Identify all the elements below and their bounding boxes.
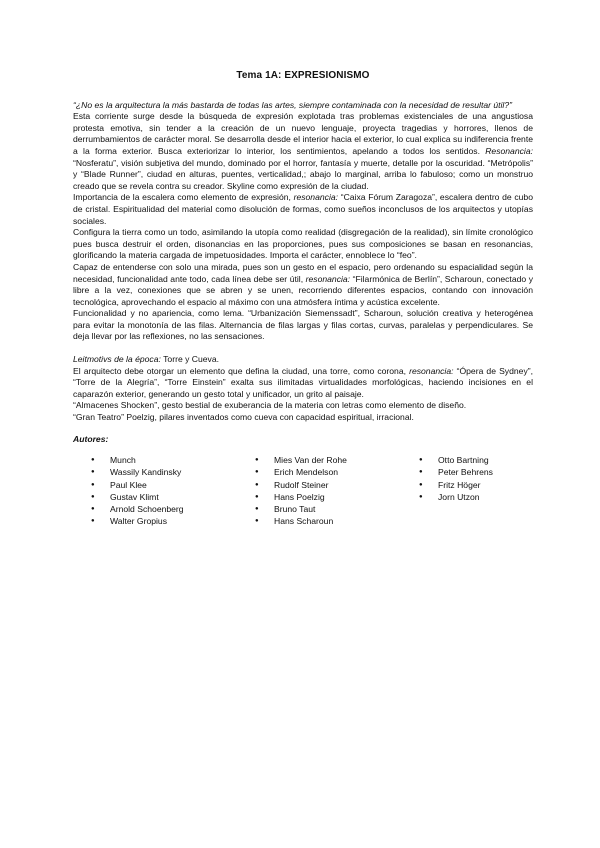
document-page xyxy=(73,70,533,528)
authors-list xyxy=(73,455,533,528)
author-item: ● Fritz Höger xyxy=(419,480,533,492)
author-item: ● Otto Bartning xyxy=(419,455,533,467)
author-item: ● Gustav Klimt xyxy=(91,492,255,504)
paragraph-3: Configura la tierra como un todo, asimilando la utopía como realidad (disgregación de la realidad), sin límite cronológico pues busca destruir el orden, disonancias en las proporciones, pues sus composiciones se basan en resonancias, glorificando la materia cargada de impetuosidades. Importa el carácter, ennoblece lo “feo”. xyxy=(73,227,533,261)
author-item: ● Bruno Taut xyxy=(255,504,419,516)
author-item: ● Rudolf Steiner xyxy=(255,480,419,492)
author-item: ● Wassily Kandinsky xyxy=(91,467,255,479)
leitmotiv-paragraph-3: “Gran Teatro” Poelzig, pilares inventados como cueva con capacidad espiritual, irracional. xyxy=(73,412,414,423)
author-item: ● Walter Gropius xyxy=(91,516,255,528)
authors-column-1 xyxy=(91,455,255,528)
author-item: ● Munch xyxy=(91,455,255,467)
paragraph-1: Esta corriente surge desde la búsqueda de expresión explotada tras problemas existenciales de una angustiosa protesta emotiva, sin tender a la creación de un nuevo lenguaje, proyecta tragedias y horrores, llenos de derrumbamientos de carácter moral. Se desarrolla desde el interior hacia el exterior, lo cual explica su indiferencia frente a la forma exterior. Busca exteriorizar lo interior, los sentimientos, apelando a todos los sentidos. Resonancia: “Nosferatu”, visión subjetiva del mundo, dominado por el horror, fantasía y muerte, detalle por la oscuridad. “Metrópolis” y “Blade Runner”, ciudad en alturas, puentes, verticalidad,; abajo lo marginal, arriba lo fabuloso; como un monstruo creado que se revela contra su creador. Skyline como expresión de la ciudad. xyxy=(73,111,533,191)
author-item: ● Peter Behrens xyxy=(419,467,533,479)
leitmotiv-paragraph-1: El arquitecto debe otorgar un elemento que defina la ciudad, una torre, como corona, resonancia: “Ópera de Sydney”, “Torre de la Alegría”, “Torre Einstein” exalta sus ilimitadas virtualidades morfológicas, haciendo incisiones en el caparazón exterior, generando un gesto total y unificador, un grito al paisaje. xyxy=(73,365,533,399)
paragraph-2: Importancia de la escalera como elemento de expresión, resonancia: “Caixa Fórum Zaragoza”, escalera dentro de cubo de cristal. Espiritualidad del material como disolución de formas, como sueños inconclusos de los arquitectos y utopías sociales. xyxy=(73,192,533,226)
author-item: ● Mies Van der Rohe xyxy=(255,455,419,467)
authors-heading: Autores: xyxy=(73,433,109,444)
author-item: ● Erich Mendelson xyxy=(255,467,419,479)
document-title: Tema 1A: EXPRESIONISMO xyxy=(236,70,370,81)
author-item: ● Jorn Utzon xyxy=(419,492,533,504)
authors-column-2 xyxy=(255,455,419,528)
author-item: ● Paul Klee xyxy=(91,480,255,492)
author-item: ● Hans Scharoun xyxy=(255,516,419,528)
leitmotiv-paragraph-2: “Almacenes Shocken”, gesto bestial de exuberancia de la materia con letras como elemento de diseño. xyxy=(73,400,467,411)
author-item: ● Arnold Schoenberg xyxy=(91,504,255,516)
leitmotiv-heading: Leitmotivs de la época: Torre y Cueva. xyxy=(73,354,220,365)
author-item: ● Hans Poelzig xyxy=(255,492,419,504)
paragraph-4: Capaz de entenderse con solo una mirada, pues son un gesto en el espacio, pero ordenando su espacialidad según la necesidad, funcionalidad ante todo, cada línea debe ser útil, resonancia: “Filarmónica de Berlín”, Scharoun, conectado y libre a la vez, conexiones que se abren y se unen, recorriendo diferentes espacios, contando con innovación tecnológica, aprovechando el espacio al máximo con una atmósfera íntima y acústica excelente. xyxy=(73,261,533,307)
opening-quote: “¿No es la arquitectura la más bastarda de todas las artes, siempre contaminada con la necesidad de resultar útil?” xyxy=(73,99,512,110)
paragraph-5: Funcionalidad y no apariencia, como lema. “Urbanización Siemenssadt”, Scharoun, solución creativa y heterogénea para evitar la monotonía de las filas. Alternancia de filas largas y filas cortas, curvas, paralelas y perpendiculares. Se deja llevar por las reflexiones, no las sensaciones. xyxy=(73,308,533,342)
authors-column-3 xyxy=(419,455,533,528)
